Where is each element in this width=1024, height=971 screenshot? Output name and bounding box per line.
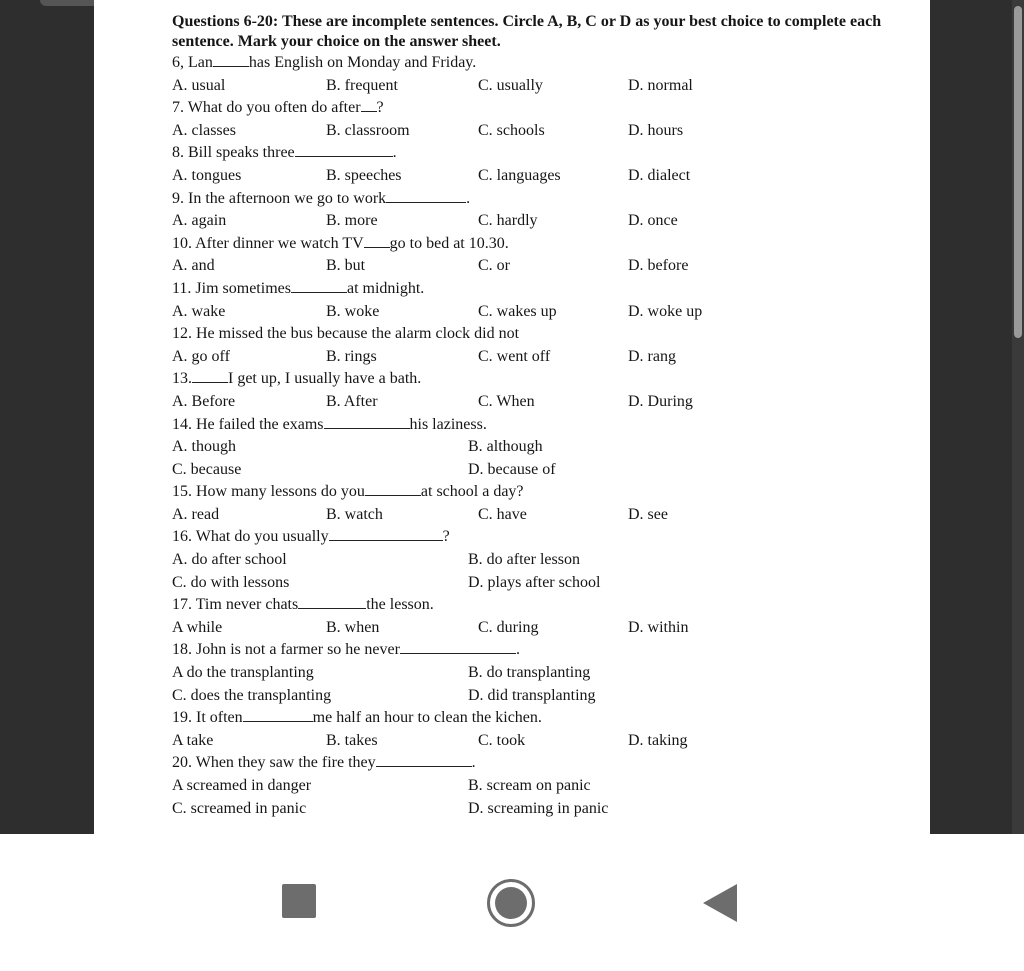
answer-option[interactable]: D. within — [628, 618, 689, 636]
question-text: 9. In the afternoon we go to work — [172, 189, 387, 207]
home-icon — [495, 887, 527, 919]
answer-option[interactable]: B. rings — [326, 347, 377, 365]
answer-option[interactable]: C. because — [172, 460, 242, 478]
question-13 — [172, 368, 912, 391]
answer-blank — [291, 278, 347, 293]
answer-option[interactable]: B. woke — [326, 302, 380, 320]
options-row — [172, 346, 912, 369]
answer-option[interactable]: A while — [172, 618, 223, 636]
question-text: . — [466, 189, 471, 207]
answer-blank — [213, 52, 249, 67]
answer-option[interactable]: B. but — [326, 257, 366, 275]
answer-blank — [376, 752, 472, 767]
answer-option[interactable]: A. and — [172, 257, 215, 275]
answer-option[interactable]: A. do after school — [172, 551, 287, 569]
answer-option[interactable]: B. speeches — [326, 166, 402, 184]
answer-option[interactable]: B. when — [326, 618, 380, 636]
question-text: 14. He failed the exams — [172, 415, 324, 433]
answer-option[interactable]: A. read — [172, 505, 220, 523]
question-20 — [172, 752, 912, 775]
question-text: ? — [376, 99, 384, 117]
question-12 — [172, 323, 912, 346]
question-text: I get up, I usually have a bath. — [228, 370, 422, 388]
answer-option[interactable]: B. do after lesson — [468, 551, 580, 569]
answer-option[interactable]: D. screaming in panic — [468, 799, 609, 817]
question-text: his laziness. — [409, 415, 487, 433]
answer-option[interactable]: B. more — [326, 212, 378, 230]
answer-option[interactable]: B. watch — [326, 505, 383, 523]
scrollbar[interactable] — [1012, 0, 1024, 834]
question-19 — [172, 707, 912, 730]
options-row — [172, 730, 912, 753]
answer-option[interactable]: D. plays after school — [468, 573, 601, 591]
answer-blank — [400, 639, 516, 654]
answer-blank — [192, 368, 228, 383]
answer-option[interactable]: D. dialect — [628, 166, 691, 184]
question-text: 8. Bill speaks three — [172, 144, 295, 162]
question-text: has English on Monday and Friday. — [248, 54, 477, 71]
answer-option[interactable]: D. hours — [628, 121, 684, 139]
answer-blank — [329, 526, 443, 541]
options-row — [172, 662, 912, 685]
answer-option[interactable]: C. screamed in panic — [172, 799, 307, 817]
answer-option[interactable]: C. or — [478, 257, 510, 275]
answer-option[interactable]: A. Before — [172, 392, 236, 410]
answer-option[interactable]: C. wakes up — [478, 302, 557, 320]
question-text: 17. Tim never chats — [172, 596, 299, 614]
question-6 — [172, 52, 912, 75]
question-text: . — [515, 641, 520, 659]
answer-option[interactable]: D. before — [628, 257, 689, 275]
answer-option[interactable]: D. rang — [628, 347, 676, 365]
answer-option[interactable]: B. classroom — [326, 121, 410, 139]
question-text: ? — [442, 528, 450, 546]
options-row — [172, 301, 912, 324]
answer-option[interactable]: C. took — [478, 731, 526, 749]
options-row — [172, 549, 912, 572]
options-row — [172, 436, 912, 459]
options-row — [172, 798, 912, 821]
options-row — [172, 210, 912, 233]
options-row — [172, 504, 912, 527]
question-text: me half an hour to clean the kichen. — [312, 709, 542, 727]
answer-option[interactable]: C. have — [478, 505, 527, 523]
answer-option[interactable]: A take — [172, 731, 214, 749]
answer-option[interactable]: C. during — [478, 618, 539, 636]
answer-option[interactable]: C. languages — [478, 166, 561, 184]
question-text: 15. How many lessons do you — [172, 483, 365, 501]
home-button[interactable] — [487, 879, 535, 927]
answer-option[interactable]: A. again — [172, 212, 227, 230]
question-text: 20. When they saw the fire they — [172, 754, 376, 772]
answer-blank — [386, 188, 466, 203]
question-text: go to bed at 10.30. — [389, 234, 509, 252]
question-list — [172, 52, 912, 820]
answer-option[interactable]: C. usually — [478, 76, 543, 94]
options-row — [172, 685, 912, 708]
answer-option[interactable]: A. go off — [172, 347, 230, 365]
question-text: 10. After dinner we watch TV — [172, 234, 364, 252]
options-row — [172, 165, 912, 188]
answer-option[interactable]: C. schools — [478, 121, 545, 139]
worksheet-content — [172, 12, 912, 820]
answer-option[interactable]: A. usual — [172, 76, 226, 94]
question-text: . — [471, 754, 476, 772]
answer-option[interactable]: B. takes — [326, 731, 378, 749]
options-row — [172, 617, 912, 640]
answer-option[interactable]: B. do transplanting — [468, 664, 591, 682]
question-10 — [172, 233, 912, 256]
answer-option[interactable]: A screamed in danger — [172, 777, 312, 794]
question-text: at midnight. — [346, 279, 425, 297]
question-14 — [172, 414, 912, 437]
answer-option[interactable]: A do the transplanting — [172, 664, 314, 682]
answer-option[interactable]: D. because of — [468, 460, 556, 478]
question-text: 12. He missed the bus because the alarm clock did not — [172, 325, 520, 343]
question-16 — [172, 526, 912, 549]
answer-option[interactable]: B. although — [468, 438, 543, 456]
answer-blank — [324, 414, 410, 429]
answer-option[interactable]: D. taking — [628, 731, 688, 749]
question-text: 7. What do you often do after — [172, 99, 361, 117]
answer-option[interactable]: B. After — [326, 392, 378, 410]
answer-option[interactable]: D. woke up — [628, 302, 703, 320]
question-11 — [172, 278, 912, 301]
answer-option[interactable]: D. During — [628, 392, 693, 410]
question-text: . — [392, 144, 397, 162]
question-text: 16. What do you usually — [172, 528, 329, 546]
options-row — [172, 75, 912, 98]
answer-blank — [365, 481, 421, 496]
answer-option[interactable]: D. once — [628, 212, 678, 230]
answer-option[interactable]: B. frequent — [326, 76, 398, 94]
answer-option[interactable]: D. did transplanting — [468, 686, 596, 704]
question-text: 18. John is not a farmer so he never — [172, 641, 400, 659]
options-row — [172, 775, 912, 798]
question-text: 11. Jim sometimes — [172, 279, 291, 297]
question-17 — [172, 594, 912, 617]
answer-option[interactable]: A. wake — [172, 302, 226, 320]
answer-option[interactable]: B. scream on panic — [468, 777, 591, 794]
answer-blank — [295, 142, 393, 157]
question-15 — [172, 481, 912, 504]
answer-option[interactable]: C. When — [478, 392, 535, 410]
answer-option[interactable]: A. though — [172, 438, 236, 456]
answer-option[interactable]: A. tongues — [172, 166, 242, 184]
question-18 — [172, 639, 912, 662]
answer-blank — [364, 233, 390, 248]
question-text: the lesson. — [366, 596, 434, 614]
options-row — [172, 459, 912, 482]
question-7 — [172, 97, 912, 120]
options-row — [172, 120, 912, 143]
answer-blank — [243, 707, 313, 722]
instructions-heading: Questions 6-20: These are incomplete sentences. Circle A, B, C or D as your best choice to complete each sentence. Mark your choice on the answer sheet. — [172, 13, 882, 50]
question-text: 13. — [172, 370, 192, 388]
options-row — [172, 255, 912, 278]
back-button[interactable] — [703, 884, 737, 922]
answer-option[interactable]: A. classes — [172, 121, 236, 139]
question-9 — [172, 188, 912, 211]
answer-blank — [361, 97, 377, 112]
question-text: 6, Lan — [172, 54, 213, 71]
scroll-thumb[interactable] — [1014, 6, 1022, 338]
options-row — [172, 391, 912, 414]
answer-blank — [298, 594, 366, 609]
answer-option[interactable]: C. hardly — [478, 212, 538, 230]
question-text: at school a day? — [420, 483, 524, 501]
recent-apps-button[interactable] — [282, 884, 316, 918]
options-row — [172, 572, 912, 595]
answer-option[interactable]: C. went off — [478, 347, 551, 365]
answer-option[interactable]: C. do with lessons — [172, 573, 290, 591]
answer-option[interactable]: D. see — [628, 505, 668, 523]
question-text: 19. It often — [172, 709, 243, 727]
answer-option[interactable]: D. normal — [628, 76, 693, 94]
question-8 — [172, 142, 912, 165]
answer-option[interactable]: C. does the transplanting — [172, 686, 332, 704]
